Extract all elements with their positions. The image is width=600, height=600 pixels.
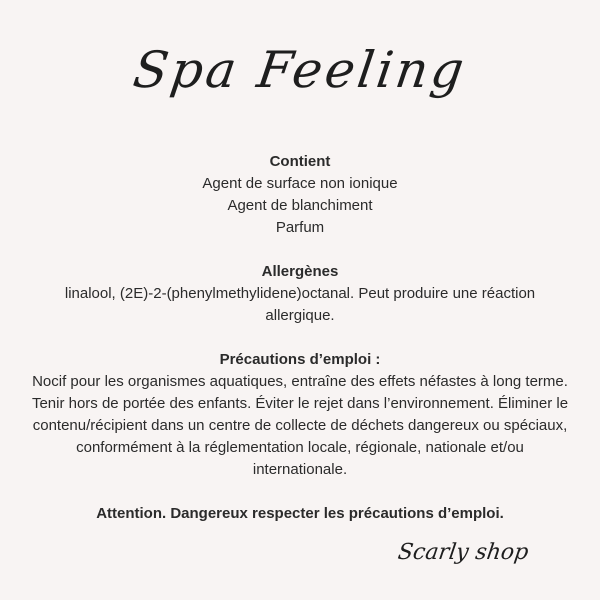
contient-heading: Contient [269,153,331,170]
ingredient-item: Agent de blanchiment [227,197,373,214]
precautions-heading: Précautions d’emploi : [219,351,381,368]
ingredient-item: Parfum [275,219,325,236]
precautions-text: Nocif pour les organismes aquatiques, entraîne des effets néfastes à long terme. Tenir hors de portée des enfants. Éviter le rejet dans l’environnement. Éliminer le contenu/récipient dans un centre de collecte de déchets dangereux ou spéciaux, conformément à la réglementation locale, régionale, nationale et/ou internationale. [31,373,569,478]
label-content [0,151,600,525]
allergenes-text: linalool, (2E)-2-(phenylmethylidene)octanal. Peut produire une réaction allergique. [64,285,536,324]
shop-signature: Scarly shop [396,540,531,565]
allergenes-heading: Allergènes [261,263,339,280]
spacer [0,481,600,503]
ingredient-item: Agent de surface non ionique [202,175,398,192]
attention-warning: Attention. Dangereux respecter les précautions d’emploi. [96,505,504,522]
spacer [0,239,600,261]
product-title: Spa Feeling [129,41,471,99]
spacer [0,327,600,349]
